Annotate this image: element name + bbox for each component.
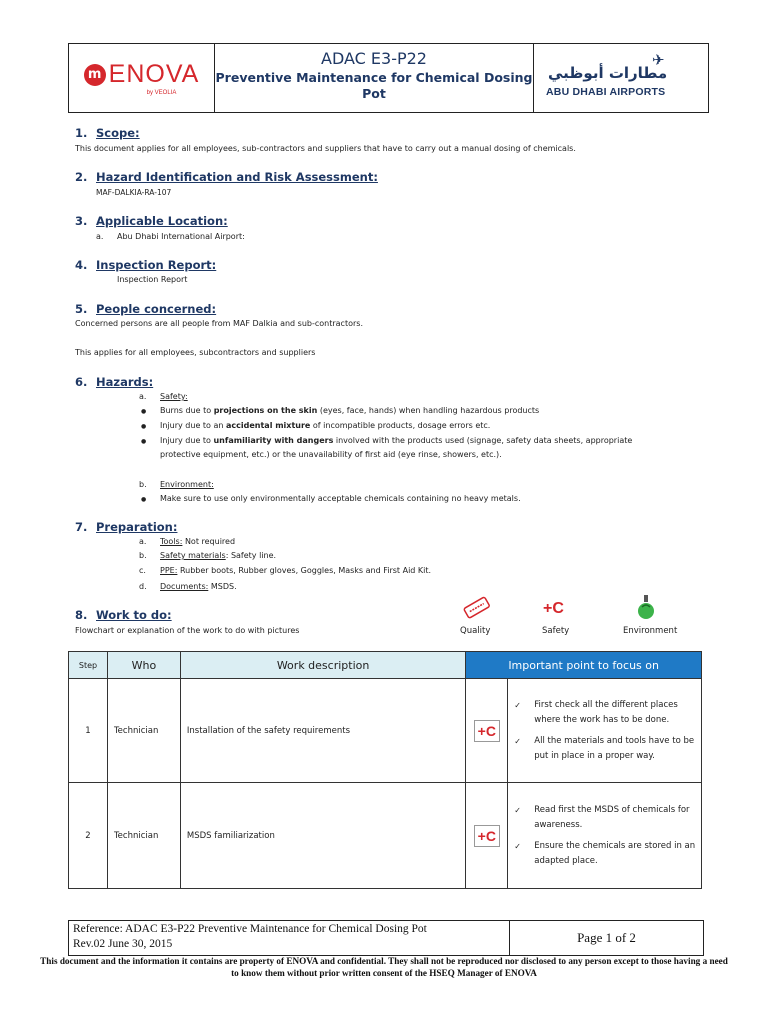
environment-label: Environment [623,626,678,636]
table-row [69,783,702,889]
section-hazard-heading: 2. Hazard Identification and Risk Assessment: [75,170,378,184]
enova-badge-icon: m [84,64,106,86]
doc-code: ADAC E3-P22 [321,49,427,68]
scope-text: This document applies for all employees, sub-contractors and suppliers that have to carry out a manual dosing of chemicals. [75,144,576,153]
prep-item-safety-materials: Safety materials: Safety line. [160,551,277,560]
hazard-ref-text: MAF-DALKIA-RA-107 [96,188,172,197]
prep-item-documents: Documents: MSDS. [160,582,237,591]
people-text-2: This applies for all employees, subcontractors and suppliers [75,348,316,357]
row-safety-icon [466,679,508,783]
list-item: ✓ All the materials and tools have to be put in place in a proper way. [508,734,697,764]
header-who: Who [107,652,180,679]
section-inspection-heading: 4. Inspection Report: [75,258,217,272]
row-description: Installation of the safety requirements [180,679,465,783]
abu-dhabi-airports-logo [534,44,708,112]
row-who: Technician [107,783,180,889]
section-work-heading: 8. Work to do: [75,608,172,622]
safety-cross-icon: +C [474,825,500,847]
veolia-logo-text: by VEOLIA [146,90,177,96]
hazard-bullet-3-cont: protective equipment, etc.) or the unavailability of first aid (eye rinse, showers, etc.). [160,450,502,459]
footer-reference: Reference: ADAC E3-P22 Preventive Maintenance for Chemical Dosing Pot [73,923,427,935]
header-work-description: Work description [180,652,465,679]
doc-title: Preventive Maintenance for Chemical Dosing Pot [215,70,533,101]
table-row [69,679,702,783]
enova-logo [69,44,215,112]
quality-stamp-icon [462,594,492,622]
section-people-heading: 5. People concerned: [75,302,217,316]
header-title-block [215,44,534,112]
hazards-b-letter: b. [139,480,147,489]
row-step: 2 [69,783,108,889]
safety-label: Safety [542,626,570,636]
hazards-safety-label: Safety: [160,392,188,401]
table-header-row [69,652,702,679]
document-footer [68,920,704,956]
prep-item-letter: b. [139,551,147,560]
environment-flask-icon [636,594,656,622]
row-safety-icon [466,783,508,889]
people-text-1: Concerned persons are all people from MAF Dalkia and sub-contractors. [75,319,363,328]
enova-logo-text: ENOVA [108,60,200,88]
row-step: 1 [69,679,108,783]
work-table [68,651,702,889]
row-points [508,783,702,889]
safety-cross-icon: +C [543,600,564,617]
quality-label: Quality [460,626,491,636]
document-header [68,43,709,113]
list-item: ✓ Ensure the chemicals are stored in an adapted place. [508,839,697,869]
prep-item-ppe: PPE: Rubber boots, Rubber gloves, Goggles, Masks and First Aid Kit. [160,566,432,575]
hazard-bullet-2: ● Injury due to an accidental mixture of incompatible products, dosage errors etc. [160,421,490,431]
row-points [508,679,702,783]
section-scope-heading: 1. Scope: [75,126,140,140]
prep-item-letter: a. [139,537,147,546]
environment-bullet-1: ● Make sure to use only environmentally acceptable chemicals containing no heavy metals. [160,494,521,504]
prep-item-letter: c. [139,566,146,575]
airports-arabic-text: مطارات أبوظبي [548,64,668,82]
location-item: Abu Dhabi International Airport: [117,232,245,241]
list-item: ✓ First check all the different places where the work has to be done. [508,698,697,728]
section-location-heading: 3. Applicable Location: [75,214,228,228]
prep-item-letter: d. [139,582,147,591]
footer-page-number: Page 1 of 2 [577,930,636,945]
hazards-environment-label: Environment: [160,480,214,489]
section-preparation-heading: 7. Preparation: [75,520,178,534]
section-hazards-heading: 6. Hazards: [75,375,154,389]
work-text: Flowchart or explanation of the work to do with pictures [75,626,300,635]
header-important-point: Important point to focus on [466,652,702,679]
airports-logo-text: ABU DHABI AIRPORTS [546,86,666,98]
airplane-icon: ✈ [652,51,665,69]
header-step: Step [69,652,108,679]
row-description: MSDS familiarization [180,783,465,889]
prep-item-tools: Tools: Not required [160,537,236,546]
safety-cross-icon: +C [474,720,500,742]
row-who: Technician [107,679,180,783]
hazards-a-letter: a. [139,392,147,401]
list-item: ✓ Read first the MSDS of chemicals for awareness. [508,803,697,833]
footer-revision: Rev.02 June 30, 2015 [73,938,173,950]
confidentiality-disclaimer: This document and the information it contains are property of ENOVA and confidential. They shall not be reproduced nor disclosed to any person except to those having a need to know them without prior written consent of the HSEQ Manager of ENOVA [40,956,728,978]
hazard-bullet-1: ● Burns due to projections on the skin (eyes, face, hands) when handling hazardous products [160,406,539,416]
hazard-bullet-3: ● Injury due to unfamiliarity with dangers involved with the products used (signage, safety data sheets, appropriate [160,436,632,446]
location-item-letter: a. [96,232,104,241]
inspection-text: Inspection Report [117,275,188,284]
